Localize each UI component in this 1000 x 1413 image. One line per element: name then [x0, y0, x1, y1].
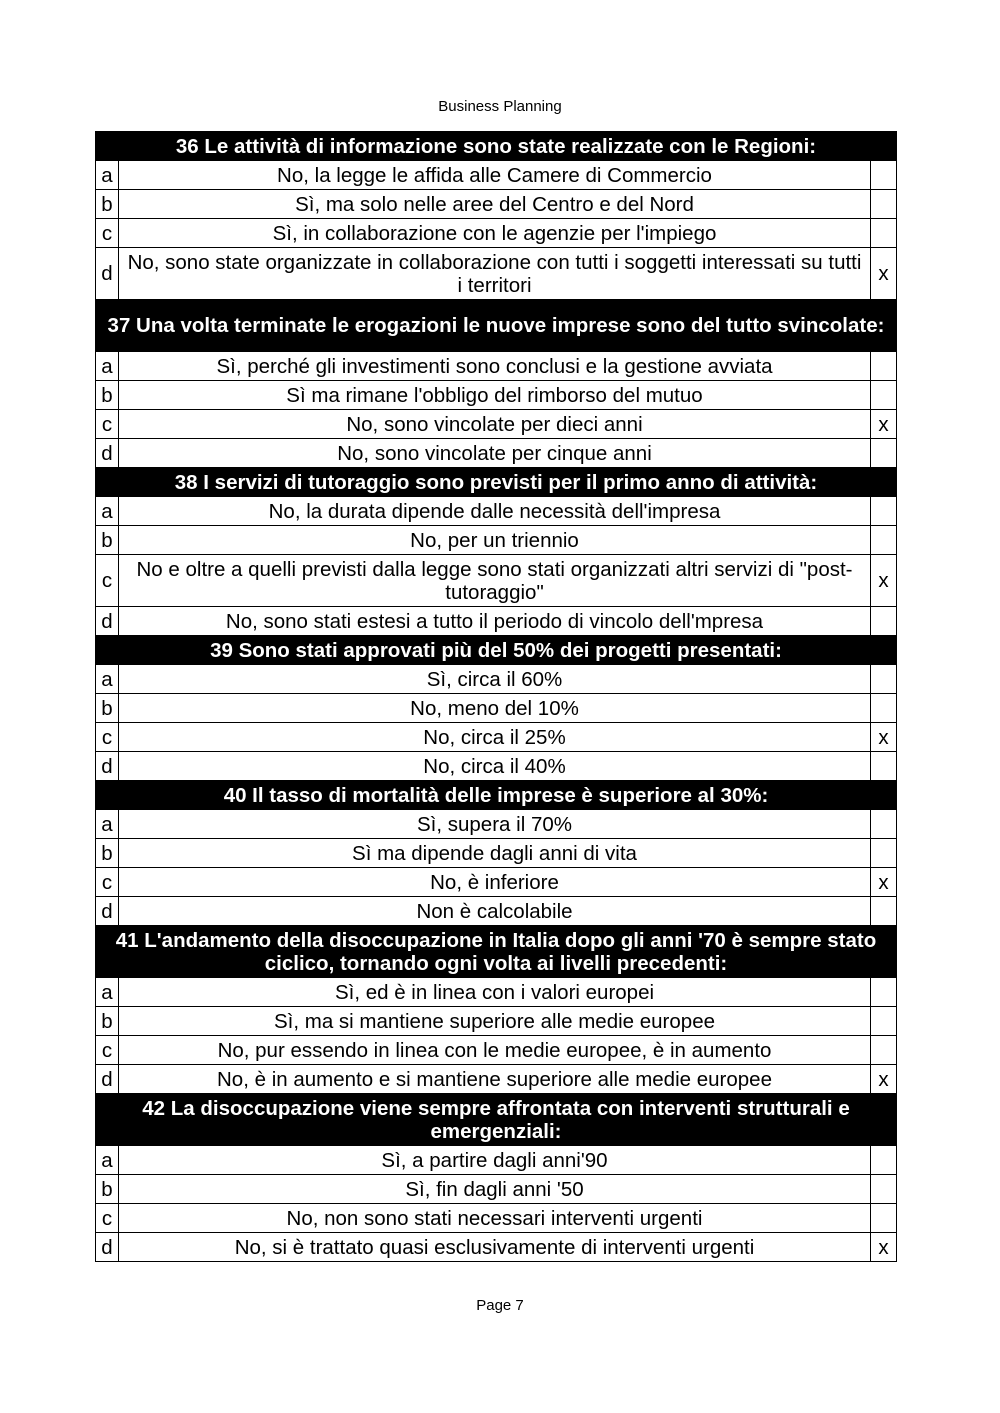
option-row — [96, 810, 897, 839]
option-row — [96, 1233, 897, 1262]
question-row — [96, 781, 897, 810]
option-letter: a — [96, 1146, 119, 1175]
question-title: 37 Una volta terminate le erogazioni le nuove imprese sono del tutto svincolate: — [96, 300, 897, 352]
answer-mark-cell — [871, 694, 897, 723]
option-letter: b — [96, 1007, 119, 1036]
option-text: Sì ma rimane l'obbligo del rimborso del mutuo — [119, 381, 871, 410]
option-letter: b — [96, 839, 119, 868]
option-text: Sì, ed è in linea con i valori europei — [119, 978, 871, 1007]
option-letter: b — [96, 1175, 119, 1204]
option-letter: d — [96, 897, 119, 926]
option-text: Sì, ma si mantiene superiore alle medie europee — [119, 1007, 871, 1036]
option-text: No, sono vincolate per cinque anni — [119, 439, 871, 468]
option-letter: a — [96, 978, 119, 1007]
answer-mark-cell — [871, 526, 897, 555]
option-row — [96, 1204, 897, 1233]
question-title: 38 I servizi di tutoraggio sono previsti per il primo anno di attività: — [96, 468, 897, 497]
answer-mark-cell: x — [871, 555, 897, 607]
option-letter: d — [96, 752, 119, 781]
option-letter: b — [96, 190, 119, 219]
answer-mark-cell: x — [871, 723, 897, 752]
option-row — [96, 839, 897, 868]
answer-mark-cell: x — [871, 1065, 897, 1094]
option-row — [96, 352, 897, 381]
option-letter: c — [96, 1036, 119, 1065]
option-text: No, la legge le affida alle Camere di Commercio — [119, 161, 871, 190]
option-row — [96, 978, 897, 1007]
option-text: No, la durata dipende dalle necessità dell'impresa — [119, 497, 871, 526]
option-text: No, non sono stati necessari interventi urgenti — [119, 1204, 871, 1233]
option-row — [96, 526, 897, 555]
option-row — [96, 1007, 897, 1036]
option-text: Sì, circa il 60% — [119, 665, 871, 694]
option-row — [96, 1036, 897, 1065]
answer-mark-cell — [871, 439, 897, 468]
option-row — [96, 161, 897, 190]
option-row — [96, 694, 897, 723]
option-row — [96, 752, 897, 781]
option-text: Sì, in collaborazione con le agenzie per l'impiego — [119, 219, 871, 248]
answer-mark-cell: x — [871, 248, 897, 300]
answer-mark-cell — [871, 978, 897, 1007]
option-text: Sì, perché gli investimenti sono conclusi e la gestione avviata — [119, 352, 871, 381]
option-letter: c — [96, 1204, 119, 1233]
option-letter: c — [96, 410, 119, 439]
answer-mark-cell: x — [871, 868, 897, 897]
option-row — [96, 555, 897, 607]
question-title: 36 Le attività di informazione sono state realizzate con le Regioni: — [96, 132, 897, 161]
answer-mark-cell — [871, 1146, 897, 1175]
question-row — [96, 132, 897, 161]
option-text: No, sono stati estesi a tutto il periodo di vincolo dell'mpresa — [119, 607, 871, 636]
answer-mark-cell — [871, 381, 897, 410]
option-row — [96, 497, 897, 526]
option-text: No, meno del 10% — [119, 694, 871, 723]
option-text: No, circa il 25% — [119, 723, 871, 752]
option-letter: d — [96, 248, 119, 300]
question-title: 42 La disoccupazione viene sempre affrontata con interventi strutturali e emergenziali: — [96, 1094, 897, 1146]
option-letter: d — [96, 607, 119, 636]
answer-mark-cell — [871, 607, 897, 636]
option-row — [96, 219, 897, 248]
question-row — [96, 1094, 897, 1146]
answer-mark-cell — [871, 1204, 897, 1233]
page-header: Business Planning — [438, 98, 562, 115]
option-text: No, circa il 40% — [119, 752, 871, 781]
answer-mark-cell — [871, 161, 897, 190]
option-letter: c — [96, 555, 119, 607]
option-letter: a — [96, 810, 119, 839]
option-text: No, sono vincolate per dieci anni — [119, 410, 871, 439]
answer-mark-cell — [871, 497, 897, 526]
option-text: Sì, a partire dagli anni'90 — [119, 1146, 871, 1175]
option-letter: d — [96, 439, 119, 468]
question-row — [96, 926, 897, 978]
option-letter: c — [96, 868, 119, 897]
question-title: 39 Sono stati approvati più del 50% dei progetti presentati: — [96, 636, 897, 665]
option-letter: c — [96, 219, 119, 248]
option-letter: c — [96, 723, 119, 752]
option-row — [96, 723, 897, 752]
answer-mark-cell — [871, 1036, 897, 1065]
option-text: No, pur essendo in linea con le medie europee, è in aumento — [119, 1036, 871, 1065]
option-text: No e oltre a quelli previsti dalla legge sono stati organizzati altri servizi di "post-tutoraggio" — [119, 555, 871, 607]
question-title: 41 L'andamento della disoccupazione in Italia dopo gli anni '70 è sempre stato ciclico, tornando ogni volta ai livelli precedenti: — [96, 926, 897, 978]
option-row — [96, 410, 897, 439]
option-text: No, è in aumento e si mantiene superiore alle medie europee — [119, 1065, 871, 1094]
option-letter: d — [96, 1233, 119, 1262]
page-number: Page 7 — [476, 1297, 524, 1314]
question-row — [96, 636, 897, 665]
answer-mark-cell — [871, 1007, 897, 1036]
option-letter: d — [96, 1065, 119, 1094]
option-text: Sì, ma solo nelle aree del Centro e del Nord — [119, 190, 871, 219]
answer-mark-cell — [871, 839, 897, 868]
answer-mark-cell: x — [871, 410, 897, 439]
option-row — [96, 1065, 897, 1094]
quiz-table — [95, 131, 897, 1262]
option-text: Sì, supera il 70% — [119, 810, 871, 839]
option-text: No, per un triennio — [119, 526, 871, 555]
answer-mark-cell — [871, 752, 897, 781]
answer-mark-cell: x — [871, 1233, 897, 1262]
question-row — [96, 468, 897, 497]
option-text: Sì ma dipende dagli anni di vita — [119, 839, 871, 868]
option-row — [96, 607, 897, 636]
answer-mark-cell — [871, 219, 897, 248]
option-row — [96, 190, 897, 219]
answer-mark-cell — [871, 190, 897, 219]
option-letter: b — [96, 381, 119, 410]
option-letter: b — [96, 526, 119, 555]
option-row — [96, 897, 897, 926]
question-title: 40 Il tasso di mortalità delle imprese è superiore al 30%: — [96, 781, 897, 810]
option-row — [96, 439, 897, 468]
answer-mark-cell — [871, 1175, 897, 1204]
option-row — [96, 868, 897, 897]
option-row — [96, 1175, 897, 1204]
option-letter: b — [96, 694, 119, 723]
option-letter: a — [96, 497, 119, 526]
option-letter: a — [96, 665, 119, 694]
option-text: Sì, fin dagli anni '50 — [119, 1175, 871, 1204]
answer-mark-cell — [871, 665, 897, 694]
option-row — [96, 248, 897, 300]
option-row — [96, 1146, 897, 1175]
answer-mark-cell — [871, 897, 897, 926]
option-letter: a — [96, 161, 119, 190]
answer-mark-cell — [871, 810, 897, 839]
question-row — [96, 300, 897, 352]
option-text: No, sono state organizzate in collaborazione con tutti i soggetti interessati su tutti i territori — [119, 248, 871, 300]
option-letter: a — [96, 352, 119, 381]
option-text: No, è inferiore — [119, 868, 871, 897]
option-text: No, si è trattato quasi esclusivamente di interventi urgenti — [119, 1233, 871, 1262]
answer-mark-cell — [871, 352, 897, 381]
option-text: Non è calcolabile — [119, 897, 871, 926]
option-row — [96, 381, 897, 410]
option-row — [96, 665, 897, 694]
